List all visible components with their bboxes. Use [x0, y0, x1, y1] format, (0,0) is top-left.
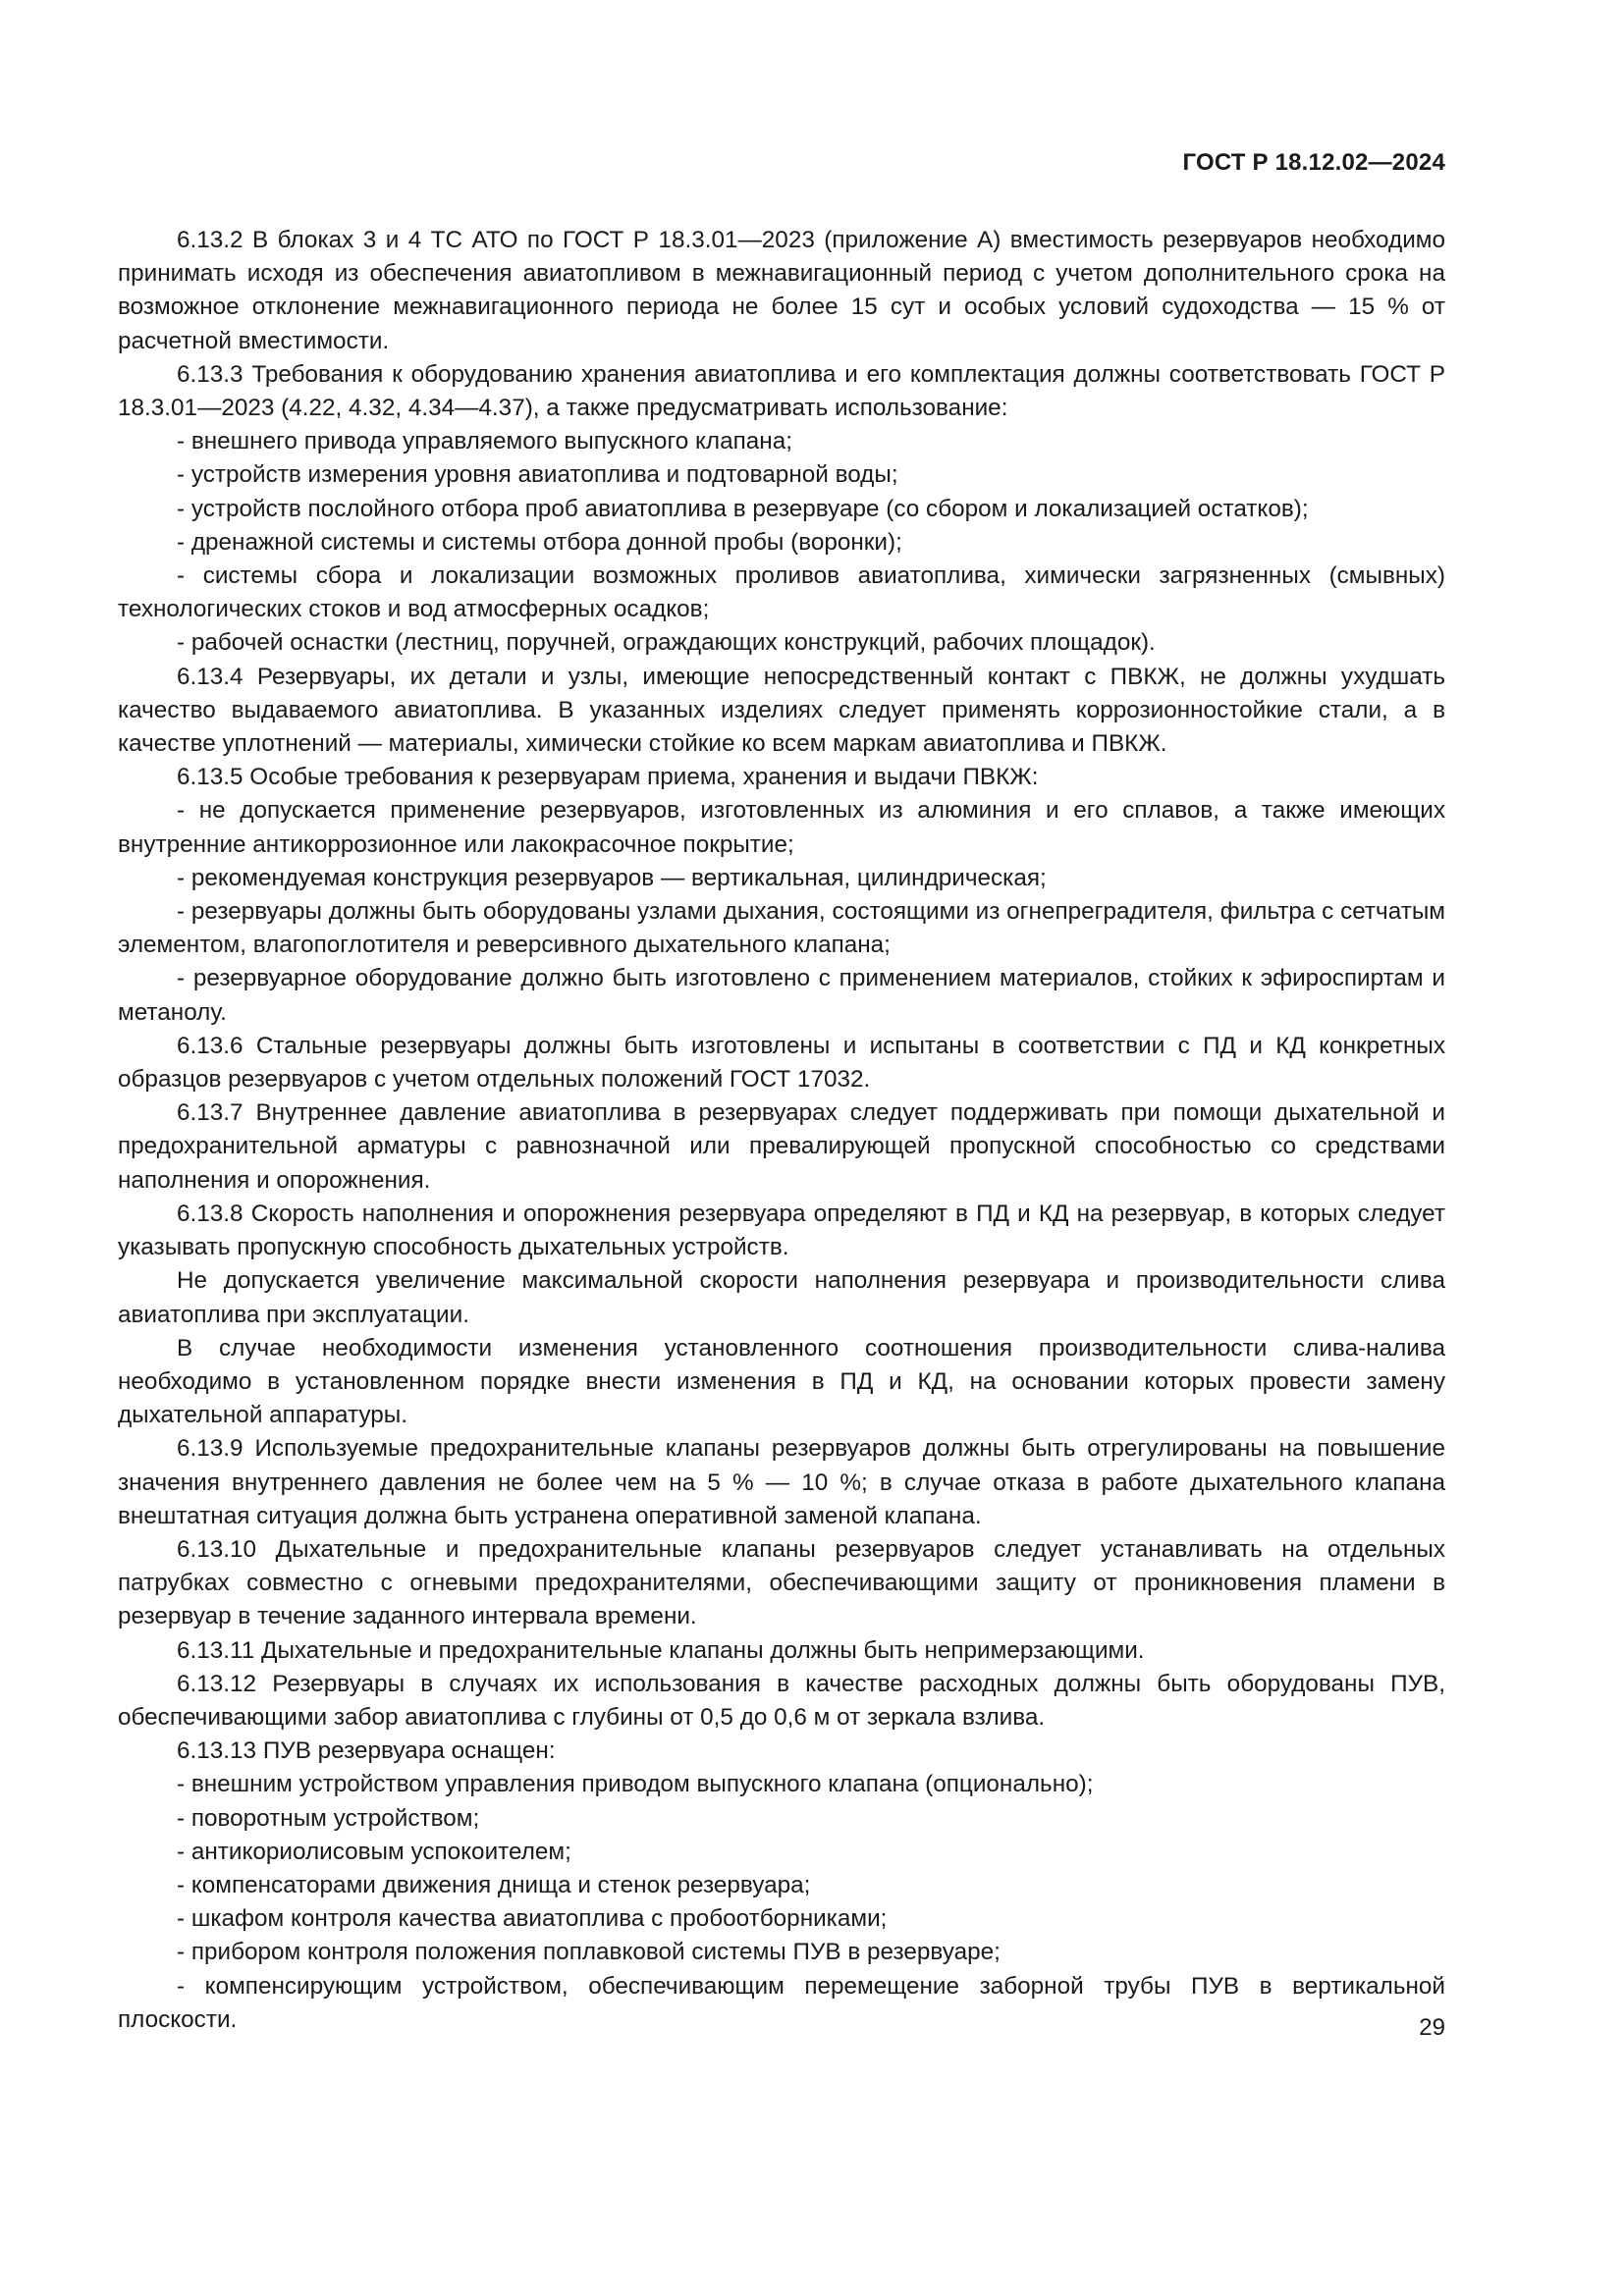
list-item: - внешнего привода управляемого выпускного клапана; [177, 428, 792, 455]
paragraph-text: В случае необходимости изменения установленного соотношения производительности слива-налива необходимо в установленном порядке внести изменения в ПД и КД, на основании которых провести замену дыхательной аппаратуры. [118, 1334, 1445, 1429]
paragraph-6-13-5: 6.13.5 Особые требования к резервуарам приема, хранения и выдачи ПВКЖ: [177, 764, 1039, 791]
paragraph-6-13-3: 6.13.3 Требования к оборудованию хранения авиатоплива и его комплектация должны соответствовать ГОСТ Р 18.3.01—2023 (4.22, 4.32, 4.34—4.37), а также предусматривать использование: [118, 360, 1445, 422]
paragraph-6-13-11: 6.13.11 Дыхательные и предохранительные клапаны должны быть непримерзающими. [177, 1636, 1145, 1664]
list-item: - устройств послойного отбора проб авиатоплива в резервуаре (со сбором и локализацией остатков); [177, 495, 1309, 522]
paragraph-6-13-2: 6.13.2 В блоках 3 и 4 ТС АТО по ГОСТ Р 18.3.01—2023 (приложение А) вместимость резервуаров необходимо принимать исходя из обеспечения авиатопливом в межнавигационный период с учетом дополнительного срока на возможное отклонение межнавигационного периода не более 15 сут и особых условий судоходства — 15 % от расчетной вместимости. [118, 227, 1445, 354]
list-item: - внешним устройством управления приводом выпускного клапана (опционально); [177, 1771, 1094, 1798]
list-item: - компенсаторами движения днища и стенок резервуара; [177, 1871, 811, 1898]
paragraph-6-13-12: 6.13.12 Резервуары в случаях их использования в качестве расходных должны быть оборудованы ПУВ, обеспечивающими забор авиатоплива с глубины от 0,5 до 0,6 м от зеркала взлива. [118, 1670, 1445, 1731]
paragraph-6-13-13: 6.13.13 ПУВ резервуара оснащен: [177, 1737, 556, 1765]
document-header: ГОСТ Р 18.12.02—2024 [1182, 149, 1445, 176]
list-item: - рабочей оснастки (лестниц, поручней, ограждающих конструкций, рабочих площадок). [177, 629, 1156, 657]
list-item: - дренажной системы и системы отбора донной пробы (воронки); [177, 528, 902, 556]
paragraph-text: Не допускается увеличение максимальной скорости наполнения резервуара и производительности слива авиатоплива при эксплуатации. [118, 1267, 1445, 1328]
list-item: - устройств измерения уровня авиатоплива и подтоварной воды; [177, 461, 898, 489]
paragraph-6-13-9: 6.13.9 Используемые предохранительные клапаны резервуаров должны быть отрегулированы на повышение значения внутреннего давления не более чем на 5 % — 10 %; в случае отказа в работе дыхательного клапана внештатная ситуация должна быть устранена оперативной заменой клапана. [118, 1435, 1445, 1529]
list-item: - поворотным устройством; [177, 1804, 480, 1832]
list-item: - компенсирующим устройством, обеспечивающим перемещение заборной трубы ПУВ в вертикальной плоскости. [118, 1972, 1445, 2033]
list-item: - шкафом контроля качества авиатоплива с пробоотборниками; [177, 1905, 888, 1933]
list-item: - резервуары должны быть оборудованы узлами дыхания, состоящими из огнепреградителя, фильтра с сетчатым элементом, влагопоглотителя и реверсивного дыхательного клапана; [118, 898, 1445, 959]
list-item: - антикориолисовым успокоителем; [177, 1838, 571, 1865]
page-number: 29 [1419, 2014, 1445, 2041]
paragraph-6-13-6: 6.13.6 Стальные резервуары должны быть изготовлены и испытаны в соответствии с ПД и КД конкретных образцов резервуаров с учетом отдельных положений ГОСТ 17032. [118, 1032, 1445, 1094]
paragraph-6-13-4: 6.13.4 Резервуары, их детали и узлы, имеющие непосредственный контакт с ПВКЖ, не должны ухудшать качество выдаваемого авиатоплива. В указанных изделиях следует применять коррозионностойкие стали, а в качестве уплотнений — материалы, химически стойкие ко всем маркам авиатоплива и ПВКЖ. [118, 663, 1445, 758]
list-item: - прибором контроля положения поплавковой системы ПУВ в резервуаре; [177, 1939, 1001, 1966]
list-item: - системы сбора и локализации возможных проливов авиатоплива, химически загрязненных (смывных) технологических стоков и вод атмосферных осадков; [118, 562, 1445, 623]
list-item: - рекомендуемая конструкция резервуаров — вертикальная, цилиндрическая; [177, 864, 1047, 891]
paragraph-6-13-10: 6.13.10 Дыхательные и предохранительные клапаны резервуаров следует устанавливать на отдельных патрубках совместно с огневыми предохранителями, обеспечивающими защиту от проникновения пламени в резервуар в течение заданного интервала времени. [118, 1535, 1445, 1630]
document-body [118, 224, 1445, 2037]
paragraph-6-13-7: 6.13.7 Внутреннее давление авиатоплива в резервуарах следует поддерживать при помощи дыхательной и предохранительной арматуры с равнозначной или превалирующей пропускной способностью со средствами наполнения и опорожнения. [118, 1099, 1445, 1194]
list-item: - резервуарное оборудование должно быть изготовлено с применением материалов, стойких к эфироспиртам и метанолу. [118, 965, 1445, 1026]
list-item: - не допускается применение резервуаров, изготовленных из алюминия и его сплавов, а также имеющих внутренние антикоррозионное или лакокрасочное покрытие; [118, 797, 1445, 858]
paragraph-6-13-8: 6.13.8 Скорость наполнения и опорожнения резервуара определяют в ПД и КД на резервуар, в которых следует указывать пропускную способность дыхательных устройств. [118, 1200, 1445, 1261]
